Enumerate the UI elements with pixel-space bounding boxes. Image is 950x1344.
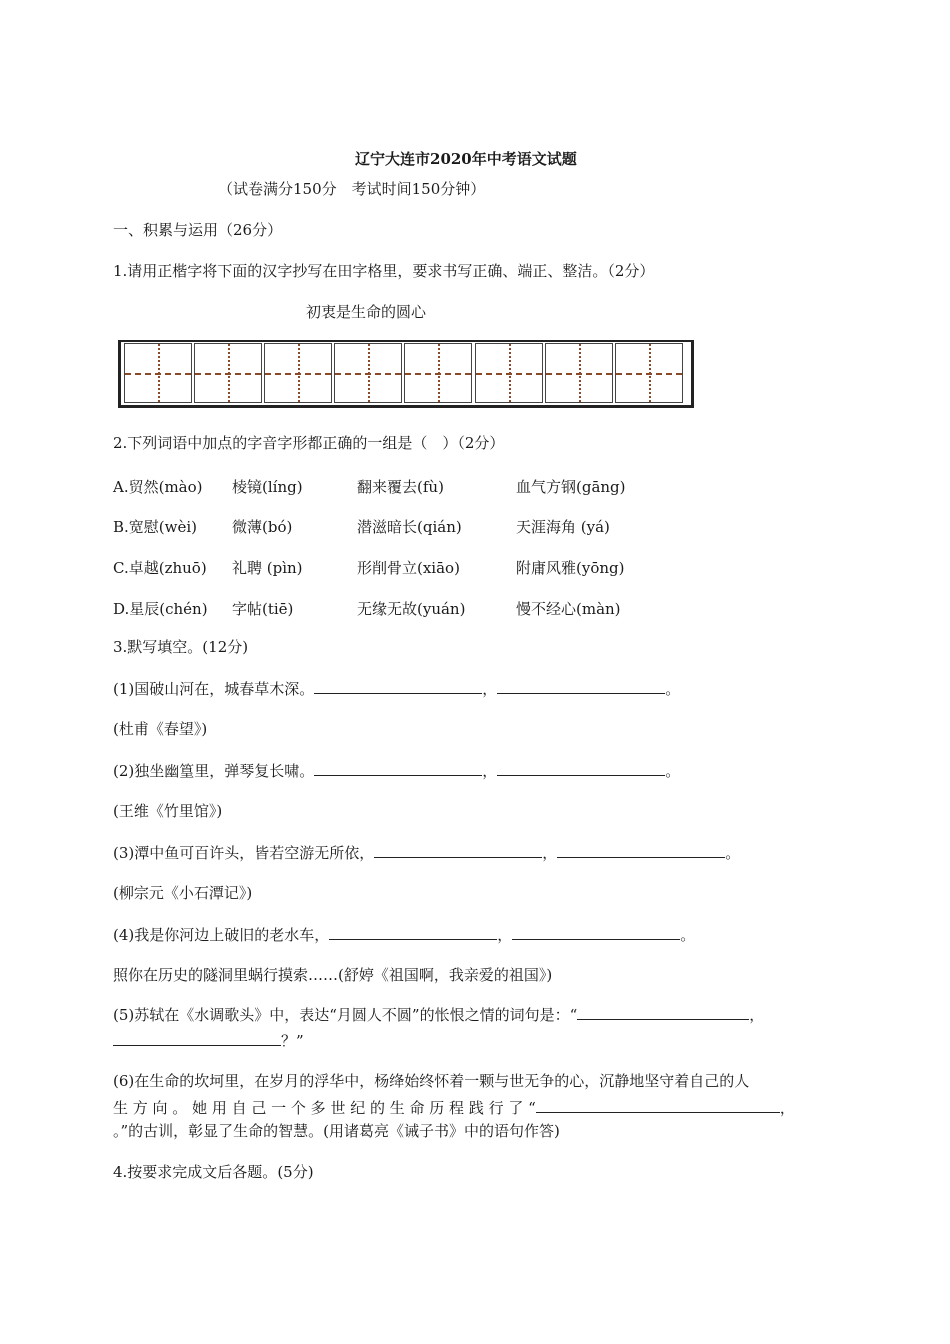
- grid-cell[interactable]: [264, 343, 332, 403]
- option-b-1: B.宽慰(wèi): [113, 518, 198, 536]
- option-a-1: A.贸然(mào): [113, 478, 203, 496]
- item-3: [113, 842, 740, 863]
- item-6-text: 生 方 向 。 她 用 自 己 一 个 多 世 纪 的 生 命 历 程 践 行 了 “: [113, 1099, 536, 1117]
- answer-blank[interactable]: [497, 761, 665, 776]
- grid-cell[interactable]: [545, 343, 613, 403]
- option-b-4: 天涯海角 (yá): [516, 518, 610, 536]
- item-4-comma: ，: [497, 926, 513, 944]
- item-2: [113, 760, 680, 781]
- question-1-phrase: 初衷是生命的圆心: [306, 303, 427, 321]
- item-3-comma: ，: [542, 844, 558, 862]
- question-1-prompt: 1.请用正楷字将下面的汉字抄写在田字格里，要求书写正确、端正、整洁。（2分）: [113, 262, 655, 280]
- option-c-3: 形削骨立(xiāo): [357, 559, 460, 577]
- option-c-2: 礼聘 (pìn): [232, 559, 303, 577]
- tianzige-grid: [118, 340, 694, 408]
- option-d-4: 慢不经心(màn): [516, 600, 621, 618]
- item-5-line2: [113, 1030, 304, 1051]
- item-1-source: (杜甫《春望》): [113, 720, 208, 738]
- option-d-3: 无缘无故(yuán): [357, 600, 466, 618]
- item-5-line1: [113, 1004, 764, 1025]
- option-a-2: 棱镜(líng): [232, 478, 303, 496]
- item-6-line3: 。”的古训，彰显了生命的智慧。(用诸葛亮《诫子书》中的语句作答): [113, 1122, 560, 1140]
- grid-cell[interactable]: [615, 343, 683, 403]
- question-3-prompt: 3.默写填空。(12分): [113, 638, 249, 656]
- item-3-text: (3)潭中鱼可百许头，皆若空游无所依，: [113, 844, 375, 862]
- item-1-comma: ，: [482, 680, 498, 698]
- grid-cell[interactable]: [475, 343, 543, 403]
- item-2-comma: ，: [482, 762, 498, 780]
- answer-blank[interactable]: [314, 679, 482, 694]
- exam-info: （试卷满分150分 考试时间150分钟）: [218, 180, 486, 198]
- item-6-line1: (6)在生命的坎坷里，在岁月的浮华中，杨绛始终怀着一颗与世无争的心，沉静地坚守着自己的人: [113, 1072, 750, 1090]
- item-6-line2: [113, 1097, 795, 1118]
- item-5-text: (5)苏轼在《水调歌头》中，表达“月圆人不圆”的怅恨之情的词句是：“: [113, 1006, 578, 1024]
- item-1-period: 。: [665, 680, 681, 698]
- answer-blank[interactable]: [314, 761, 482, 776]
- item-4-period: 。: [680, 926, 696, 944]
- page-title: 辽宁大连市2020年中考语文试题: [355, 150, 577, 168]
- item-5-comma: ，: [749, 1006, 765, 1024]
- question-4-prompt: 4.按要求完成文后各题。(5分): [113, 1163, 314, 1181]
- option-a-3: 翻来覆去(fù): [357, 478, 444, 496]
- option-c-1: C.卓越(zhuō): [113, 559, 207, 577]
- item-6-comma: ，: [779, 1099, 795, 1117]
- option-b-3: 潜滋暗长(qián): [357, 518, 462, 536]
- option-d-1: D.星辰(chén): [113, 600, 208, 618]
- item-4-source: 照你在历史的隧洞里蜗行摸索……(舒婷《祖国啊，我亲爱的祖国》): [113, 966, 553, 984]
- item-2-source: (王维《竹里馆》): [113, 802, 223, 820]
- answer-blank[interactable]: [113, 1031, 281, 1046]
- grid-cell[interactable]: [124, 343, 192, 403]
- item-1: [113, 678, 680, 699]
- item-2-period: 。: [665, 762, 681, 780]
- item-5-end: ？”: [281, 1032, 304, 1050]
- option-d-2: 字帖(tiē): [232, 600, 294, 618]
- answer-blank[interactable]: [512, 925, 680, 940]
- item-3-source: (柳宗元《小石潭记》): [113, 884, 253, 902]
- item-1-text: (1)国破山河在，城春草木深。: [113, 680, 315, 698]
- item-2-text: (2)独坐幽篁里，弹琴复长啸。: [113, 762, 315, 780]
- answer-blank[interactable]: [374, 843, 542, 858]
- item-4: [113, 924, 695, 945]
- grid-cell[interactable]: [334, 343, 402, 403]
- answer-blank[interactable]: [557, 843, 725, 858]
- option-a-4: 血气方钢(gāng): [516, 478, 626, 496]
- answer-blank[interactable]: [536, 1098, 780, 1113]
- item-3-period: 。: [725, 844, 741, 862]
- item-4-text: (4)我是你河边上破旧的老水车，: [113, 926, 330, 944]
- option-c-4: 附庸风雅(yōng): [516, 559, 625, 577]
- grid-cell[interactable]: [194, 343, 262, 403]
- question-2-prompt: 2.下列词语中加点的字音字形都正确的一组是（ ）（2分）: [113, 434, 505, 452]
- grid-cell[interactable]: [404, 343, 472, 403]
- answer-blank[interactable]: [577, 1005, 749, 1020]
- answer-blank[interactable]: [329, 925, 497, 940]
- answer-blank[interactable]: [497, 679, 665, 694]
- option-b-2: 微薄(bó): [232, 518, 293, 536]
- section-heading: 一、积累与运用（26分）: [113, 221, 283, 239]
